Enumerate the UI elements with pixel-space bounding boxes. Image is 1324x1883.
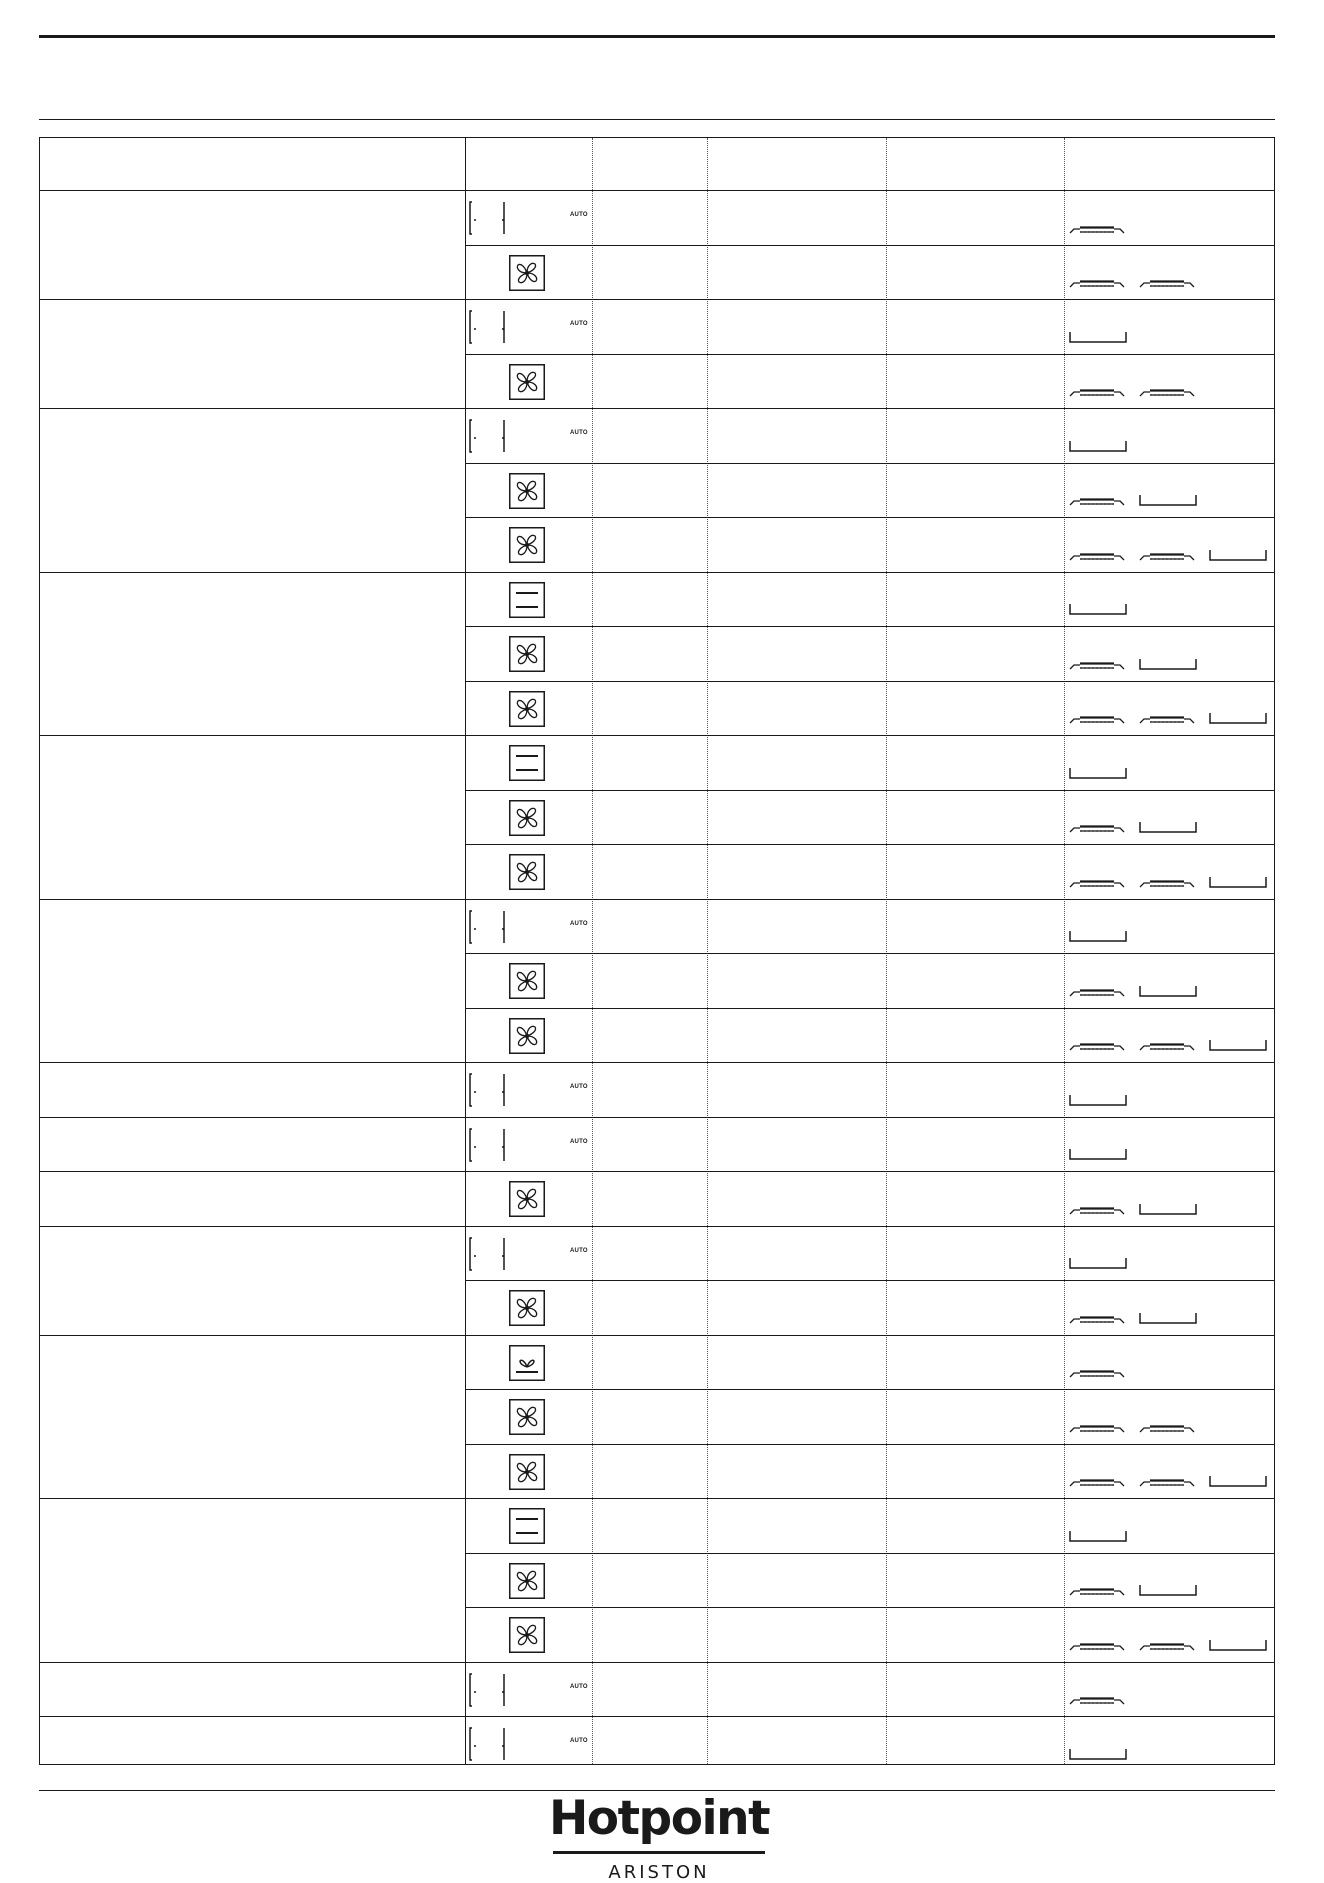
bracket-icon [466, 1070, 506, 1110]
auto-label: AUTO [570, 920, 588, 927]
drip-tray-icon [1068, 600, 1128, 618]
row-divider [465, 626, 1274, 627]
auto-label: AUTO [570, 1683, 588, 1690]
wire-rack-icon [1068, 818, 1128, 836]
row-divider [465, 790, 1274, 791]
group-divider [40, 190, 1274, 191]
top-bottom-heat-icon [509, 745, 545, 781]
fan-icon [509, 527, 545, 563]
column-divider [1064, 138, 1065, 1764]
row-divider [465, 844, 1274, 845]
auto-label: AUTO [570, 430, 588, 436]
drip-tray-icon [1068, 1254, 1128, 1272]
wire-rack-icon [1068, 1636, 1128, 1654]
drip-tray-icon [1138, 1309, 1198, 1327]
row-divider [465, 517, 1274, 518]
auto-label: AUTO [570, 1247, 588, 1254]
wire-rack-icon [1138, 873, 1198, 891]
bracket-icon [466, 1125, 506, 1165]
drip-tray-icon [1138, 1581, 1198, 1599]
wire-rack-icon [1138, 273, 1198, 291]
fan-icon [509, 963, 545, 999]
fan-icon [509, 636, 545, 672]
group-divider [40, 899, 1274, 900]
wire-rack-icon [1068, 709, 1128, 727]
drip-tray-icon [1068, 328, 1128, 346]
bracket-icon [466, 416, 506, 456]
column-divider [465, 138, 466, 1764]
top-bottom-heat-icon [509, 582, 545, 618]
brand-subtitle: ARISTON [608, 1862, 710, 1883]
drip-tray-icon [1068, 927, 1128, 945]
fan-icon [509, 1563, 545, 1599]
top-rule [39, 35, 1275, 38]
wire-rack-icon [1138, 709, 1198, 727]
wire-rack-icon [1068, 491, 1128, 509]
fan-icon [509, 364, 545, 400]
wire-rack-icon [1068, 1472, 1128, 1490]
fan-icon [509, 1018, 545, 1054]
wire-rack-icon [1068, 1581, 1128, 1599]
wire-rack-icon [1068, 382, 1128, 400]
row-divider [465, 1008, 1274, 1009]
fan-icon [509, 854, 545, 890]
wire-rack-icon [1068, 219, 1128, 237]
wire-rack-icon [1068, 1200, 1128, 1218]
drip-tray-icon [1068, 764, 1128, 782]
fan-icon [509, 691, 545, 727]
group-divider [40, 1171, 1274, 1172]
auto-label: AUTO [570, 321, 588, 327]
wire-rack-icon [1138, 1036, 1198, 1054]
group-divider [40, 299, 1274, 300]
group-divider [40, 1662, 1274, 1663]
drip-tray-icon [1208, 1472, 1268, 1490]
wire-rack-icon [1068, 1690, 1128, 1708]
wire-rack-icon [1138, 382, 1198, 400]
wire-rack-icon [1068, 546, 1128, 564]
group-divider [40, 1117, 1274, 1118]
bracket-icon [466, 1670, 506, 1710]
drip-tray-icon [1068, 1745, 1128, 1763]
row-divider [465, 245, 1274, 246]
wire-rack-icon [1068, 1036, 1128, 1054]
column-divider [886, 138, 887, 1764]
wire-rack-icon [1068, 982, 1128, 1000]
fan-icon [509, 1454, 545, 1490]
brand-divider [553, 1851, 765, 1854]
group-divider [40, 1498, 1274, 1499]
row-divider [465, 354, 1274, 355]
drip-tray-icon [1138, 1200, 1198, 1218]
drip-tray-icon [1208, 709, 1268, 727]
bracket-icon [466, 198, 506, 238]
row-divider [465, 1553, 1274, 1554]
fan-icon [509, 255, 545, 291]
wire-rack-icon [1068, 655, 1128, 673]
drip-tray-icon [1138, 655, 1198, 673]
drip-tray-icon [1068, 437, 1128, 455]
auto-label: AUTO [570, 1738, 588, 1744]
bracket-icon [466, 1234, 506, 1274]
wire-rack-icon [1138, 546, 1198, 564]
row-divider [465, 1389, 1274, 1390]
wire-rack-icon [1068, 1363, 1128, 1381]
wire-rack-icon [1138, 1472, 1198, 1490]
brand-logo [539, 1793, 779, 1882]
fan-icon [509, 1399, 545, 1435]
drip-tray-icon [1208, 1036, 1268, 1054]
brand-name: Hotpoint [548, 1791, 770, 1846]
recipe-table [39, 137, 1275, 1765]
bracket-icon [466, 307, 506, 347]
wire-rack-icon [1138, 1418, 1198, 1436]
row-divider [465, 953, 1274, 954]
row-divider [465, 1444, 1274, 1445]
row-divider [465, 1280, 1274, 1281]
group-divider [40, 408, 1274, 409]
drip-tray-icon [1138, 491, 1198, 509]
fan-icon [509, 1181, 545, 1217]
drip-tray-icon [1068, 1527, 1128, 1545]
group-divider [40, 572, 1274, 573]
bracket-icon [466, 907, 506, 947]
wire-rack-icon [1068, 1309, 1128, 1327]
group-divider [40, 1335, 1274, 1336]
group-divider [40, 1062, 1274, 1063]
drip-tray-icon [1068, 1091, 1128, 1109]
group-divider [40, 1226, 1274, 1227]
fan-icon [509, 1617, 545, 1653]
fan-icon [509, 800, 545, 836]
bottom-fan-icon [509, 1345, 545, 1381]
drip-tray-icon [1138, 982, 1198, 1000]
drip-tray-icon [1068, 1145, 1128, 1163]
wire-rack-icon [1068, 873, 1128, 891]
auto-label: AUTO [570, 212, 588, 218]
header-rule [39, 119, 1275, 120]
column-divider [707, 138, 708, 1764]
row-divider [465, 681, 1274, 682]
drip-tray-icon [1138, 818, 1198, 836]
row-divider [465, 1607, 1274, 1608]
column-divider [592, 138, 593, 1764]
fan-icon [509, 473, 545, 509]
fan-icon [509, 1290, 545, 1326]
bracket-icon [466, 1724, 506, 1764]
wire-rack-icon [1068, 273, 1128, 291]
group-divider [40, 735, 1274, 736]
wire-rack-icon [1138, 1636, 1198, 1654]
wire-rack-icon [1068, 1418, 1128, 1436]
drip-tray-icon [1208, 873, 1268, 891]
drip-tray-icon [1208, 546, 1268, 564]
row-divider [465, 463, 1274, 464]
group-divider [40, 1716, 1274, 1717]
top-bottom-heat-icon [509, 1508, 545, 1544]
drip-tray-icon [1208, 1636, 1268, 1654]
auto-label: AUTO [570, 1138, 588, 1145]
auto-label: AUTO [570, 1084, 588, 1090]
